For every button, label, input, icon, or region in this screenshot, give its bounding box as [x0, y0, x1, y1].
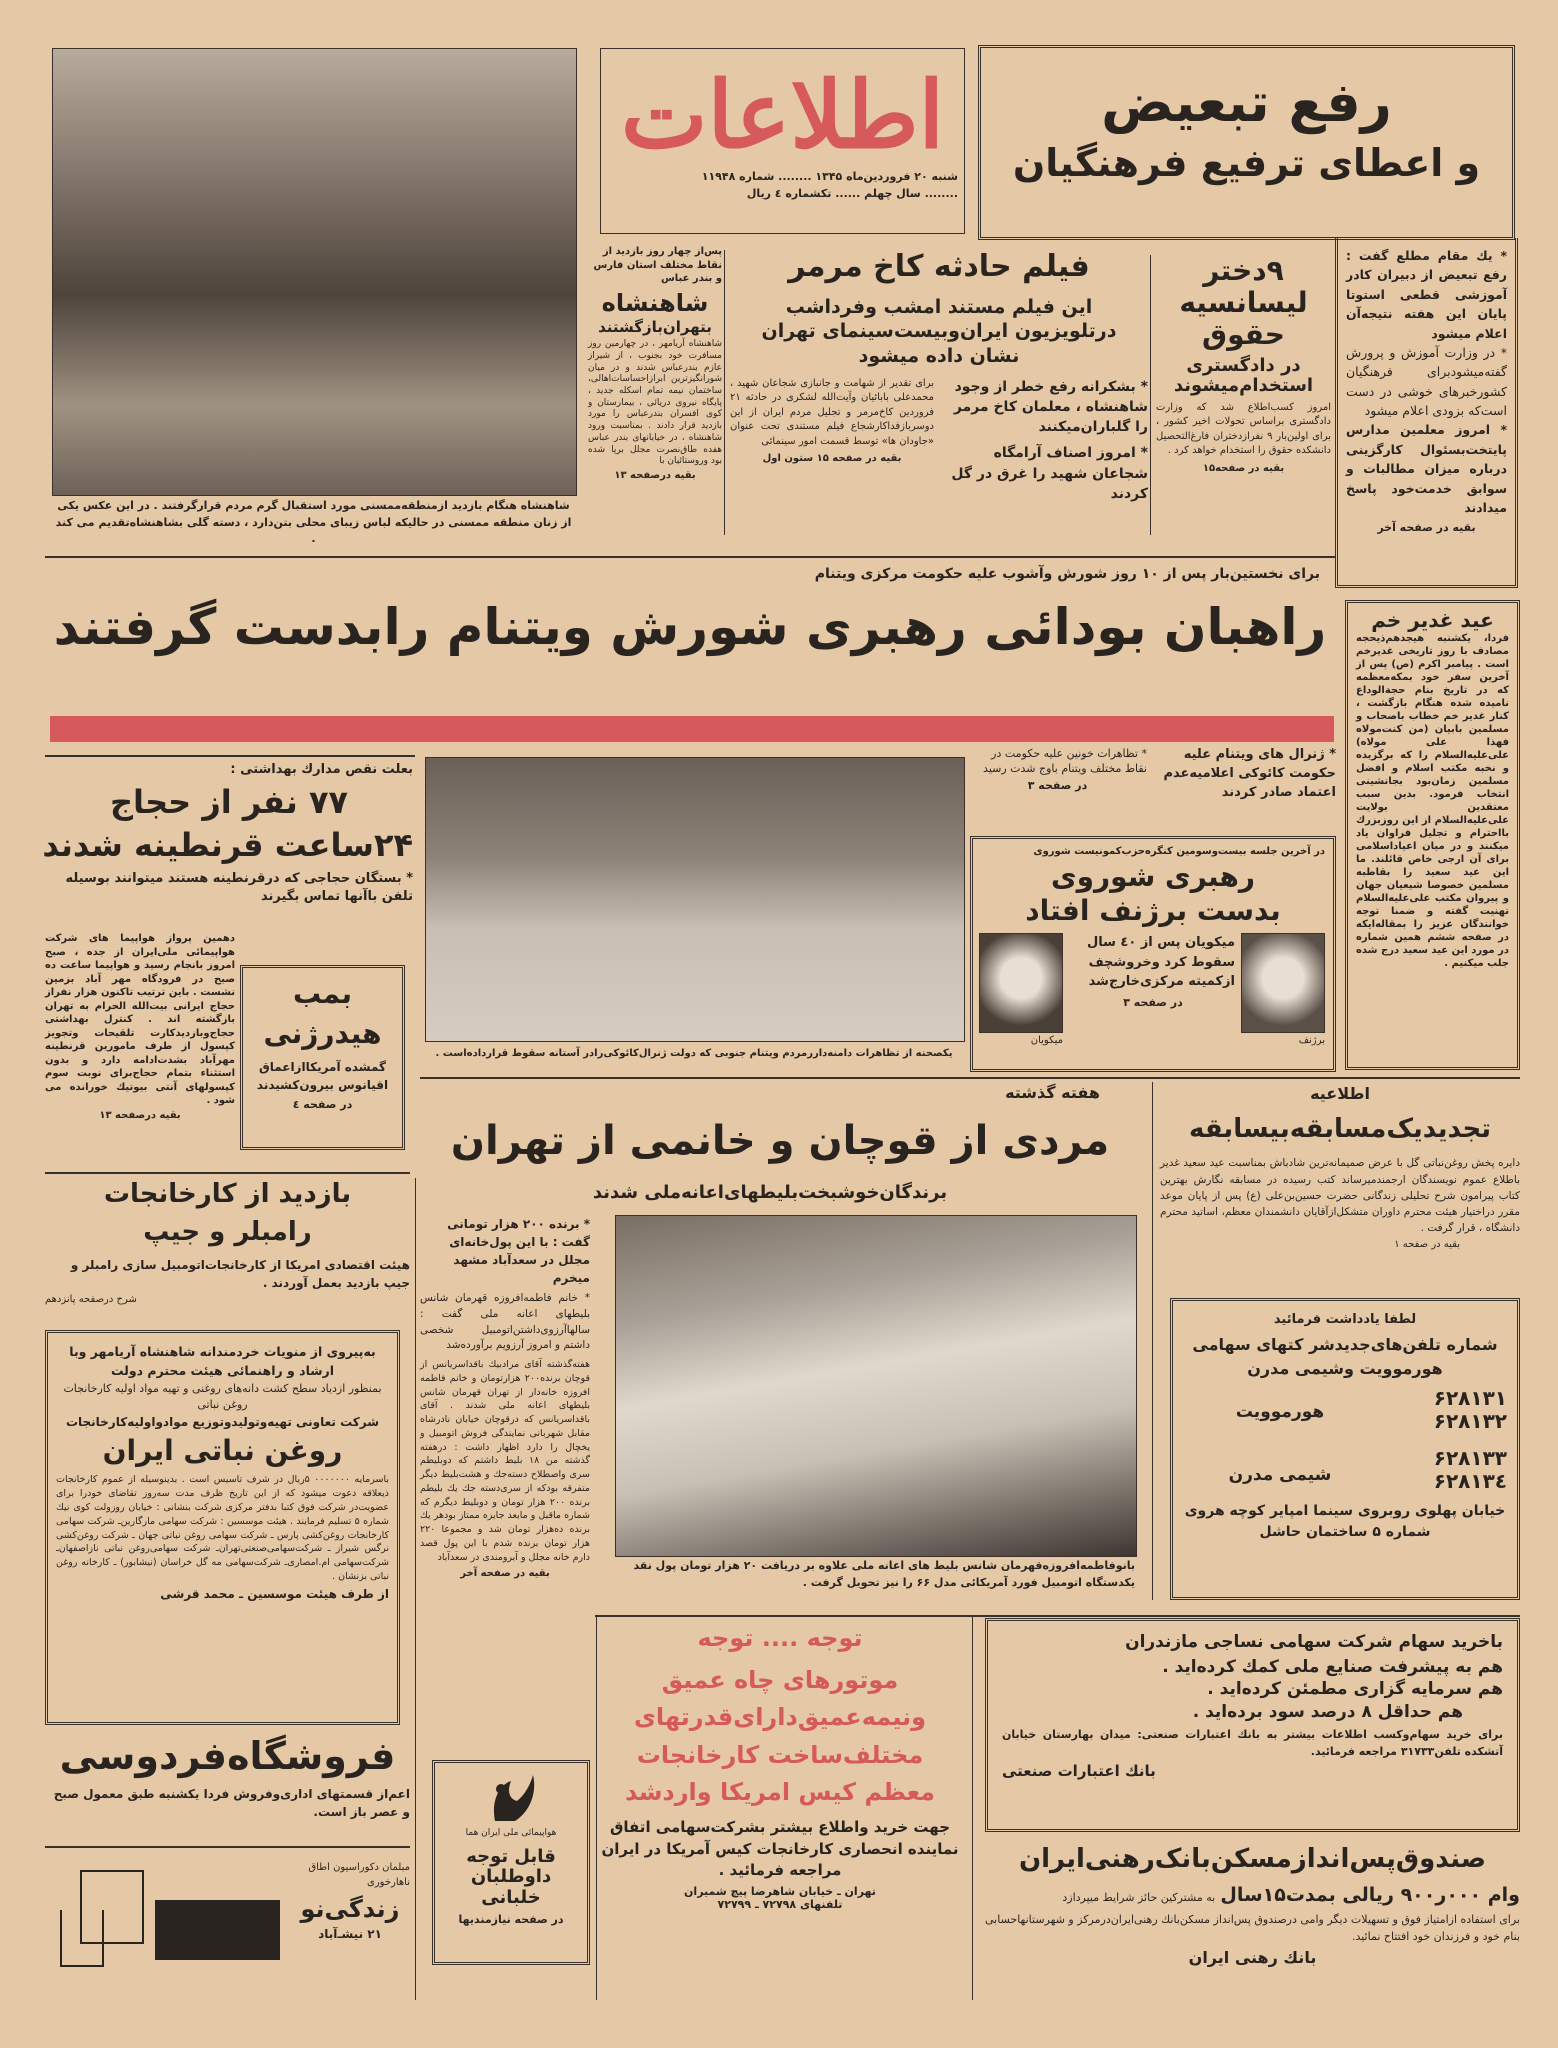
- rahni-headline: صندوق‌پس‌اندازمسکن‌بانک‌رهنی‌ایران: [1018, 1844, 1487, 1874]
- soviet-headline-1: رهبری شوروی: [1050, 860, 1256, 893]
- zendegi-no-ad: [290, 1860, 410, 1941]
- rahni-loan: وام ۰۰۰ر۹۰۰ ریالی بمدت۱۵سال: [1220, 1883, 1520, 1906]
- furniture-small: مبلمان دکوراسیون اطاق ناهارخوری: [308, 1862, 410, 1888]
- bomb-headline-1: بمب: [293, 977, 352, 1010]
- column-divider: [1152, 1082, 1153, 1600]
- pumps-headline-5: معظم کیس امریکا واردشد: [624, 1778, 936, 1807]
- teachers-p1: * یك مقام مطلع گفت : رفع تبعیض از دبیران کادر آموزشی قطعی استوتا پایان این هفته نتیجه‌آن اعلام میشود: [1346, 248, 1507, 341]
- lottery-bullet-1: * برنده ۲۰۰ هزار تومانی گفت : با این پول‌خانه‌ای مجلل در سعدآباد مشهد میخرم: [447, 1217, 590, 1285]
- girls-headline-5: استخدام‌میشوند: [1173, 375, 1314, 397]
- soviet-body: میکویان پس از ٤۰ سال سقوط کرد وخروشچف ازکمیته مرکزی‌خارج‌شد: [1086, 935, 1235, 990]
- mazandaran-line2: هم به پیشرفت صنایع ملی کمك کرده‌اید .: [1162, 1656, 1503, 1677]
- film-bullet-2: * امروز اصناف آرامگاه شجاعان شهید را غرق در گل کردند: [951, 445, 1148, 503]
- rambler-continued: شرح درصفحه پانزدهم: [45, 1293, 137, 1305]
- column-divider: [724, 250, 725, 535]
- mazandaran-body: برای خرید سهام‌وکسب اطلاعات بیشتر به بانك اعتبارات صنعتی: میدان بهارستان خیابان آتشکده تلفن۳۱۷۳۳ مراجعه فرمائید.: [1002, 1728, 1503, 1758]
- phones-title: شماره تلفن‌های‌جدیدشر کتهای سهامی: [1192, 1334, 1498, 1354]
- contest-announcement: [1160, 1085, 1520, 1252]
- vegetable-oil-coop-ad: [45, 1330, 400, 1725]
- issue-year-price: ........ سال چهلم ...... تکشماره ٤ ریال: [746, 186, 958, 200]
- mazandaran-line4: هم حداقل ۸ درصد سود برده‌اید .: [1192, 1701, 1463, 1722]
- chair-icon: [60, 1910, 104, 1967]
- rambler-headline-1: بازدید از کارخانجات: [103, 1179, 352, 1209]
- oil-signature: از طرف هیئت موسسین ـ محمد قرشی: [160, 1586, 389, 1601]
- vietnam-bullets: [968, 746, 1336, 803]
- rambler-headline-2: رامبلر و جیپ: [143, 1216, 312, 1247]
- girls-headline-2: لیسانسیه: [1179, 286, 1308, 320]
- teachers-headline-box: [978, 45, 1515, 240]
- shah-headline-2: بتهران‌بازگشتند: [598, 318, 712, 337]
- bank-rahni-ad: [985, 1845, 1520, 1967]
- teachers-p2: * در وزارت آموزش و پرورش گفته‌میشود‌برای فرهنگیان کشورخبرهای خوشی در دست است‌که بزودی اعلام میشود: [1346, 344, 1507, 418]
- furniture-headline: زندگی‌نو: [300, 1895, 400, 1923]
- phones-address: خیابان پهلوی روبروی سینما امپایر کوچه هروی شماره ۵ ساختمان حاشل: [1184, 1502, 1506, 1540]
- teachers-continued: بقیه در صفحه آخر: [1377, 521, 1476, 535]
- eid-ghadir-box: [1345, 600, 1520, 1070]
- vietnam-continued: در صفحه ۳: [1027, 778, 1088, 792]
- girls-headline-3: حقوق: [1202, 318, 1285, 352]
- vietnam-bullet-1: * ژنرال های ویتنام علیه حکومت کائوکی اعلامیه‌عدم اعتماد صادر کردند: [1163, 747, 1336, 800]
- lottery-headline: مردی از قوچان و خانمی از تهران: [450, 1118, 1110, 1164]
- hajj-body: دهمین پرواز هواپیما های شرکت هواپیمائی ملی‌ایران از جده ، صبح امروز بانجام رسید و هواپیما ساعت ده صبح در فرودگاه مهر آباد بزمین نشست . باین ترتیب تاکنون هزار نفراز حجاج ایرانی بیت‌الله الحرام به تهران بازگشته اند . کنترل بهداشتی حجاج‌وبازدیدکارت تلقیحات وتجویز کپسول از طرف مامورین قرنطینه مهرآباد بشدت‌ادامه دارد و بدون استثناء بتمام حجاج‌برای نوبت سوم کپسولهای آنتی بیوتیك خورانده می شود .: [45, 933, 235, 1106]
- oil-headline: روغن نباتی ایران: [102, 1434, 343, 1468]
- lottery-photo-caption: بانوفاطمه‌افروزه‌قهرمان شانس بلیط های اعانه ملی علاوه بر دریافت ۲۰ هزار تومان پول نقد یکدستگاه اتومبیل فورد آمریکائی مدل ۶۶ را نیز تحویل گرفت .: [633, 1559, 1135, 1589]
- bomb-headline-2: هیدرژنی: [263, 1017, 382, 1051]
- shah-visit-photo: [52, 48, 577, 496]
- phone-number: ۶۲۸۱۳۲: [1433, 1408, 1507, 1433]
- phone-number: ۶۲۸۱۳۱: [1433, 1385, 1507, 1410]
- vietnam-photo-caption: یکصحنه از تظاهرات دامنه‌داررمردم ویتنام جنوبی که دولت ژنرال‌کائوکی‌رادر آستانه سقوط قرارداده‌است .: [435, 1048, 953, 1059]
- hajj-headline-1: ۷۷ نفر از حجاج: [109, 782, 349, 821]
- rambler-body: هیئت اقتصادی امریکا از کارخانجات‌اتومبیل سازی رامبلر و جیپ بازدید بعمل آوردند .: [70, 1257, 410, 1290]
- rahni-body: برای استفاده ازامتیاز فوق و تسهیلات دیگر وامی درصندوق پس‌انداز مسکن‌بانك رهنی‌ایران‌درمرکز و شهرستانها‌حسابی بنام خود و فرزندان خود افتتاح نمائید.: [985, 1912, 1520, 1943]
- vietnam-bullet-2: * تظاهرات خونین علیه حکومت در نقاط مختلف ویتنام باوج شدت رسید: [983, 747, 1147, 776]
- homa-headline-1: قابل توجه: [466, 1845, 556, 1867]
- pumps-headline-3: ونیمه‌عمیق‌دارای‌قدرتهای: [633, 1703, 927, 1732]
- lottery-text-column: [420, 1215, 590, 1579]
- vietnam-kicker: برای نخستین‌بار پس از ۱۰ روز شورش وآشوب علیه حکومت مرکزی ویتنام: [814, 566, 1320, 582]
- phones-note: لطفا یادداشت فرمائید: [1273, 1312, 1417, 1327]
- red-banner-bar: [50, 716, 1334, 742]
- mazandaran-signature: بانك اعتبارات صنعتی: [1002, 1762, 1156, 1781]
- pumps-headline-2: موتورهای چاه عمیق: [661, 1665, 899, 1694]
- phone-number: ۶۲۸۱۳۳: [1433, 1445, 1507, 1470]
- film-subhead: این فیلم مستند امشب وفرداشب درتلویزیون ایران‌وبیست‌سینمای تهران نشان داده میشود: [761, 295, 1117, 367]
- homa-bird-logo-icon: [481, 1771, 541, 1827]
- homa-headline-2: داوطلبان خلبانی: [470, 1866, 552, 1908]
- teachers-p3: * امروز معلمین مدارس پایتخت‌بسئوال کارگزینی درباره میزان مطالبات و سوابق خدمت‌خود پاسخ میدادند: [1346, 422, 1507, 515]
- pumps-phones: تلفنهای ۷۲۷۹۸ ـ ۷۲۷۹۹: [717, 1897, 843, 1911]
- sideboard-icon: [155, 1900, 280, 1960]
- hajj-bullet: * بستگان حجاجی که درقرنطینه هستند میتوانند بوسیله تلفن باآنها تماس بگیرند: [65, 870, 413, 905]
- contest-continued: بقیه در صفحه ۱: [1394, 1238, 1460, 1250]
- homa-continued: در صفحه نیازمندیها: [458, 1912, 564, 1926]
- pumps-headline-1: توجه .... توجه: [697, 1624, 863, 1652]
- newspaper-logo: اطلاعات: [620, 61, 945, 169]
- section-divider: [45, 755, 415, 757]
- lottery-body: هفته‌گذشته آقای مرادبیك باقداسریانس از قوچان برنده‌۲۰۰ هزارتومان و خانم فاطمه افروزه خانه‌دار از تهران قهرمان شانس بلیطهای اعانه ملی شدند . آقای باقداسریانس که درقوچان خیابان نادرشاه مقابل شهربانی نمایندگی فروش اتومبیل و یخچال را دارد اظهار داشت : درهفته گذشته من ۱۸ بلیط داشتم که دوبلیطم سری واصطلاح دسته‌جك و هشت‌بلیط دیگر متفرقه بودکه از سری‌دسته جك یك بلیطم برنده ۲۰۰ هزار تومان و دوبلیط دیگرم که شماره ماقبل و مابعد جایزه ممتاز بودهر یك برنده ده‌هزار تومان شد و مجموعا ۲۲۰ هزار تومان برنده شدم با این پول قصد دارم خانه مجلل و آبرومندی در سعدآباد: [420, 1359, 590, 1563]
- soviet-kicker: در آخرین جلسه بیست‌وسومین کنگره‌حزب‌کمونیست شوروی: [1033, 846, 1325, 857]
- mazandaran-textile-ad: [985, 1618, 1520, 1832]
- furniture-address: ۲۱ نیشـ‌آباد: [318, 1926, 382, 1941]
- section-divider: [595, 1615, 1520, 1617]
- film-body: برای تقدیر از شهامت و جانبازی شجاعان شهید ، محمدعلی بابائیان وآیت‌الله لشکری در حادثه ۲۱ فروردین کاخ‌مرمر و تجلیل مردم ایران از این دوسربازفداکارشجاع فیلم مستندی تحت عنوان «جاودان ها» توسط قسمت امور سینمائی: [730, 377, 934, 447]
- brezhnev-portrait: [1241, 933, 1325, 1033]
- column-divider: [596, 1615, 597, 2000]
- pumps-headline-4: مختلف‌ساخت کارخانجات: [636, 1740, 924, 1769]
- column-divider: [415, 1178, 416, 2000]
- section-divider: [45, 1846, 410, 1848]
- lottery-continued: بقیه در صفحه آخر: [460, 1568, 550, 1580]
- phones-company-2: شیمی مدرن: [1228, 1465, 1332, 1486]
- ferdowsi-body: اعم‌از قسمتهای اداری‌وفروش فردا یکشنبه طبق معمول صبح و عصر باز است.: [53, 1786, 410, 1819]
- pumps-address: تهران ـ خیابان شاهرضا پیچ شمیران: [684, 1885, 876, 1899]
- contest-headline: تجدیدیک‌مسابقه‌بیسابقه: [1188, 1114, 1492, 1145]
- oil-line2: بمنظور ازدیاد سطح کشت دانه‌های روغنی و تهیه مواد اولیه کارخانجات روغن نباتی: [63, 1381, 382, 1411]
- shah-return-story: [588, 245, 722, 481]
- phone-number: ۶۲۸۱۳٤: [1433, 1468, 1507, 1493]
- lottery-car-photo: [615, 1215, 1137, 1557]
- teachers-headline-1: رفع تبعیض: [1101, 71, 1392, 134]
- phones-subtitle: هورموویت وشیمی مدرن: [1247, 1359, 1443, 1379]
- lottery-kicker: هفته گذشته: [1005, 1083, 1100, 1102]
- bomb-body: گمشده آمریکاازاعماق اقیانوس بیرون‌کشیدند: [256, 1060, 389, 1093]
- vietnam-protest-photo: [425, 757, 965, 1042]
- shah-body: شاهنشاه آریامهر ، در چهارمین روز مسافرت خود بجنوب ، از شیراز عازم بندرعباس شدند و در میان شورانگیزترین ابرازاحساسات‌اهالی، ساختمان نیمه تمام اسکله جدید ، پایگاه نیروی دریائی ، بیمارستان و کوی افسران بندرعباس را مورد بازدید قرار دادند . بمناسبت ورود شاهنشاه ، در خیابانهای بندر عباس هفده طاق‌نصرت مجلل برپا شده بود وروستائیان با: [588, 339, 722, 467]
- column-divider: [1150, 255, 1151, 535]
- rahni-signature: بانك رهنی ایران: [1188, 1947, 1317, 1967]
- furniture-illustration: [60, 1860, 285, 1970]
- brezhnev-label: برژنف: [1298, 1035, 1325, 1047]
- girls-continued: بقیه در صفحه۱۵: [1202, 462, 1285, 474]
- soviet-headline-2: بدست برژنف افتاد: [1025, 894, 1281, 928]
- hajj-headline-2: ۲۴ساعت قرنطینه شدند: [42, 825, 413, 864]
- law-graduates-story: [1156, 255, 1331, 474]
- eid-body: فردا، یکشنبه هیجدهم‌ذیحجه مصادف با روز تاریخی غدیرخم است . پیامبر اکرم (ص) پس از آخرین سفر خود بمکه‌معظمه که در تاریخ بنام حجة‌الوداع نامیده شده هنگام بازگشت ، کنار غدیر خم خطاب باصحاب و مسلمین بابیان (من کنت‌مولاه فهذا علی مولاه) علی‌علیه‌السلام را که برگزیده و نخبه مکتب اسلام و افضل مسلمین زمان‌بود بجانشینی انتخاب فرمود. بدین سبب معتقدین بولایت علی‌علیه‌السلام از این روزبزرك بااحترام و تجلیل فراوان یاد میکنند و در میان اعیاداسلامی برای آن ارجی خاص قائلند. ما این عید سعید را بقاطبه مسلمین خصوصا شیعیان جهان و پیروان مکتب علی‌علیه‌السلام تهنیت گفته و ضمنا توجه خوانندگان عزیز را بمقاله‌ایکه در صفحه ششم همین شماره در مورد این عید سعید درج شده جلب میکنیم .: [1356, 633, 1509, 969]
- film-continued: بقیه در صفحه ۱۵ ستون اول: [762, 453, 902, 465]
- ferdowsi-headline: فروشگاه‌فردوسی: [59, 1734, 396, 1778]
- section-divider: [45, 1172, 410, 1174]
- film-headline: فیلم حادثه کاخ مرمر: [788, 249, 1090, 284]
- girls-headline-4: در دادگستری: [1186, 354, 1301, 376]
- teachers-headline-2: و اعطای ترفیع فرهنگیان: [1012, 141, 1481, 186]
- lottery-bullet-2: * خانم فاطمه‌افروزه قهرمان شانس بلیطهای اعانه ملی گفت : سالها‌آرزوی‌داشتن‌اتومبیل شخصی داشتم و امروز آرزویم برآورده‌شد: [420, 1292, 590, 1352]
- homa-airline-ad: [432, 1760, 590, 1965]
- soviet-leadership-box: [970, 836, 1336, 1072]
- masthead: [600, 48, 965, 234]
- film-bullet-1: * بشکرانه رفع خطر از وجود شاهنشاه ، معلمان کاخ مرمر را گلباران‌میکنند: [953, 378, 1148, 436]
- shah-headline-1: شاهنشاه: [601, 288, 709, 317]
- hajj-kicker: بعلت نقص مدارك بهداشتی :: [230, 762, 413, 777]
- case-pumps-ad: [600, 1625, 960, 1912]
- section-divider: [420, 1077, 1520, 1079]
- section-divider: [45, 556, 1335, 558]
- contest-body: دایره پخش روغن‌نباتی گل با عرض صمیمانه‌ترین شادباش بمناسبت عید سعید غدیر باطلاع عموم نویسندگان ارجمندمیرساند کتب رسیده در مسابقه نگارش بهترین کتاب پیرامون شرح تحلیلی زندگانی حضرت حسین‌بن‌علی (ع) پس از پایان موعد مقرر دراختیار هیئت محترم داوران متشکل‌ازآقایان دانشمندان معظم، اساتید محترم دانشگاه ، قرار گرفت .: [1160, 1157, 1520, 1235]
- pumps-body: جهت خرید واطلاع بیشتر بشرکت‌سهامی اتفاق نماینده انحصاری کارخانجات کیس آمریکا در ایران مراجعه فرمائید .: [601, 1817, 959, 1880]
- bomb-continued: در صفحه ٤: [292, 1098, 353, 1112]
- shah-continued: بقیه درصفحه ۱۳: [614, 469, 696, 481]
- phones-company-1: هورموویت: [1235, 1401, 1325, 1422]
- eid-headline: عید غدیر خم: [1371, 608, 1494, 632]
- girls-headline-1: ۹دختر: [1203, 254, 1284, 287]
- vietnam-headline: راهبان بودائی رهبری شورش ویتنام رابدست گرفتند: [53, 598, 1327, 656]
- oil-body: باسرمایه ۰۰۰۰۰۰۰ ۵ریال در شرف تاسیس است . بدینوسیله از عموم کارخانجات ذیعلاقه دعوت میشود که از این تاریخ ظرف مدت سه‌روز تقاضای خودرا برای عضویت‌در شرکت فوق کتبا بدفتر مرکزی شرکت بنشانی : خیابان روزولت کوی نیك شماره ۵ تسلیم فرمایند . هیئت موسسین : شرکت سهامی مارگارین‌ـ شرکت سهامی کارخانجات روغن‌کشی پارس ـ شرکت سهامی روغن نباتی جهان ـ شرکت روغن‌کشی نرگس شیراز ـ شرکت‌سهامی‌صنعتی‌تهران‌ـ شرکت سهامی‌روغن نباتی نازاصفهان‌ـ شرکت‌سهامی ام.امصاری‌ـ شرکت‌سهامی مه گل خراسان (نیشابور) ـ کارخانه روغن نباتی بزنشان .: [56, 1474, 389, 1582]
- mazandaran-line3: هم سرمایه گزاری مطمئن کرده‌اید .: [1207, 1679, 1503, 1700]
- shah-photo-caption: شاهنشاه هنگام بازدید ازمنطقه‌ممسنی مورد استقبال گرم مردم قرارگرفتند . در این عکس یکی از زنان منطقه ممسنی در حالیکه لباس زیبای محلی بتن‌دارد ، دسته گلی بشاهنشاه‌تقدیم می کند .: [55, 499, 572, 545]
- girls-body: امروز کسب‌اطلاع شد که وزارت دادگستری براساس تحولات اخیر کشور ، برای اولین‌بار ۹ نفرازدختران فارغ‌التحصیل دانشکده حقوق را استخدام خواهد کرد .: [1156, 401, 1331, 457]
- issue-date-line: شنبه ۲۰ فروردین‌ماه ۱۳۴۵ ........ شماره ۱۱۹۴۸: [701, 170, 958, 183]
- hajj-continued: بقیه درصفحه ۱۳: [99, 1109, 181, 1121]
- mikoyan-portrait: [979, 933, 1063, 1033]
- marble-palace-film-story: [730, 250, 1148, 504]
- lottery-subhead: برندگان‌خوشبخت‌بلیطهای‌اعانه‌ملی شدند: [592, 1182, 948, 1203]
- hajj-story: [42, 762, 413, 907]
- hajj-body-column: [45, 932, 235, 1121]
- mikoyan-label: میکویان: [1030, 1035, 1063, 1047]
- homa-brand: هواپیمائی ملی ایران هما: [465, 1828, 557, 1838]
- ferdowsi-store-ad: [45, 1735, 410, 1821]
- hydrogen-bomb-box: [240, 965, 405, 1150]
- column-divider: [972, 1615, 973, 2000]
- phone-numbers-ad: [1170, 1298, 1520, 1600]
- oil-company: شرکت تعاونی تهیه‌وتولیدوتوزیع موادواولیه‌کارخانجات: [65, 1414, 380, 1429]
- teachers-story: [1335, 238, 1518, 588]
- soviet-continued: در صفحه ۳: [1123, 995, 1183, 1009]
- shah-kicker: پس‌از چهار روز بازدید از نقاط مختلف استان فارس و بندر عباس: [593, 246, 722, 284]
- rahni-loan-tail: به مشترکین حائز شرایط میپردازد: [1062, 1890, 1216, 1904]
- contest-kicker: اطلاعیه: [1310, 1084, 1370, 1103]
- mazandaran-line1: باخرید سهام شرکت سهامی نساجی مازندران: [1125, 1632, 1503, 1652]
- oil-intro: به‌پیروی از منویات خردمندانه شاهنشاه آریامهر وبا ارشاد و راهنمائی هیئت محترم دولت: [69, 1344, 376, 1378]
- rambler-jeep-story: [45, 1180, 410, 1307]
